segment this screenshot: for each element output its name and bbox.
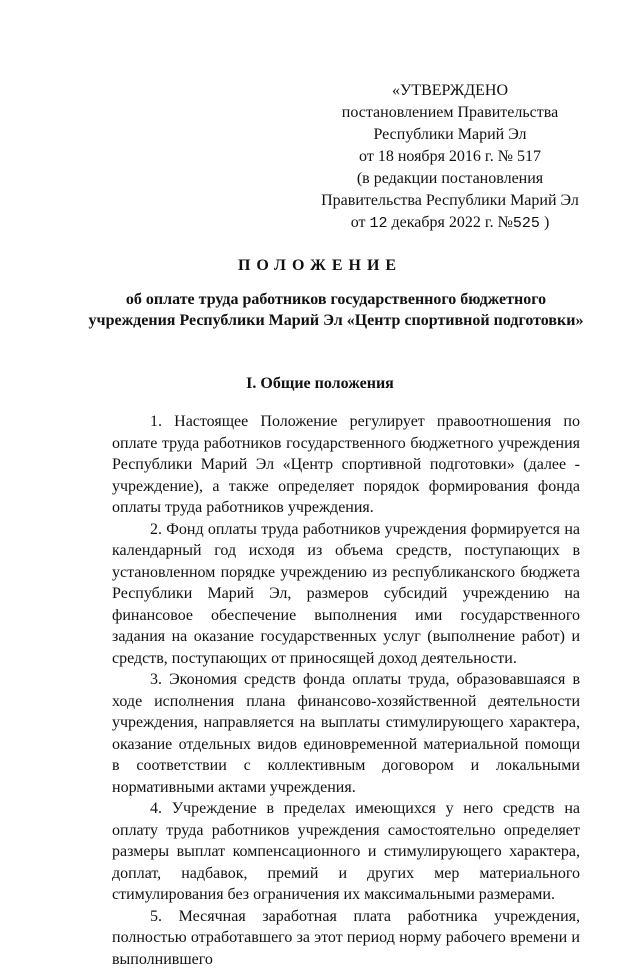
paragraph: 4. Учреждение в пределах имеющихся у него средств на оплату труда работников учреждения самостоятельно определяет размеры выплат компенсационного и стимулирующего характера, доплат, надбавок, премий и других мер материального стимулирования без ограничения их максимальными размерами.: [112, 798, 580, 906]
approval-line: Республики Марий Эл: [316, 124, 584, 146]
approval-date-prefix: от: [351, 214, 366, 231]
approval-date-suffix: ): [544, 214, 549, 231]
document-body: [112, 411, 580, 970]
approval-line: (в редакции постановления: [316, 168, 584, 190]
approval-line: «УТВЕРЖДЕНО: [316, 80, 584, 102]
approval-line-date: [316, 212, 584, 235]
paragraph: 3. Экономия средств фонда оплаты труда, образовавшаяся в ходе исполнения плана финансово-хозяйственной деятельности учреждения, направляется на выплаты стимулирующего характера, оказание отдельных видов единовременной материальной помощи в соответствии с коллективным договором и локальными нормативными актами учреждения.: [112, 669, 580, 798]
approval-stamp: [316, 80, 584, 235]
approval-date-number: 525: [513, 215, 540, 232]
approval-date-middle: декабря 2022 г. №: [392, 214, 513, 231]
document-title: ПОЛОЖЕНИЕ: [0, 257, 640, 275]
approval-line: от 18 ноября 2016 г. № 517: [316, 146, 584, 168]
paragraph: 1. Настоящее Положение регулирует правоотношения по оплате труда работников государственного бюджетного учреждения Республики Марий Эл «Центр спортивной подготовки» (далее - учреждение), а также определяет порядок формирования фонда оплаты труда работников учреждения.: [112, 411, 580, 519]
approval-date-day: 12: [370, 215, 388, 232]
approval-line: постановлением Правительства: [316, 102, 584, 124]
document-subtitle: об оплате труда работников государственного бюджетного учреждения Республики Марий Эл «Центр спортивной подготовки»: [86, 289, 586, 331]
section-heading: I. Общие положения: [0, 375, 640, 393]
approval-line: Правительства Республики Марий Эл: [316, 190, 584, 212]
paragraph: 2. Фонд оплаты труда работников учреждения формируется на календарный год исходя из объема средств, поступающих в установленном порядке учреждению из республиканского бюджета Республики Марий Эл, размеров субсидий учреждению на финансовое обеспечение выполнения ими государственного задания на оказание государственных услуг (выполнение работ) и средств, поступающих от приносящей доход деятельности.: [112, 519, 580, 670]
paragraph: 5. Месячная заработная плата работника учреждения, полностью отработавшего за этот период норму рабочего времени и выполнившего: [112, 906, 580, 970]
